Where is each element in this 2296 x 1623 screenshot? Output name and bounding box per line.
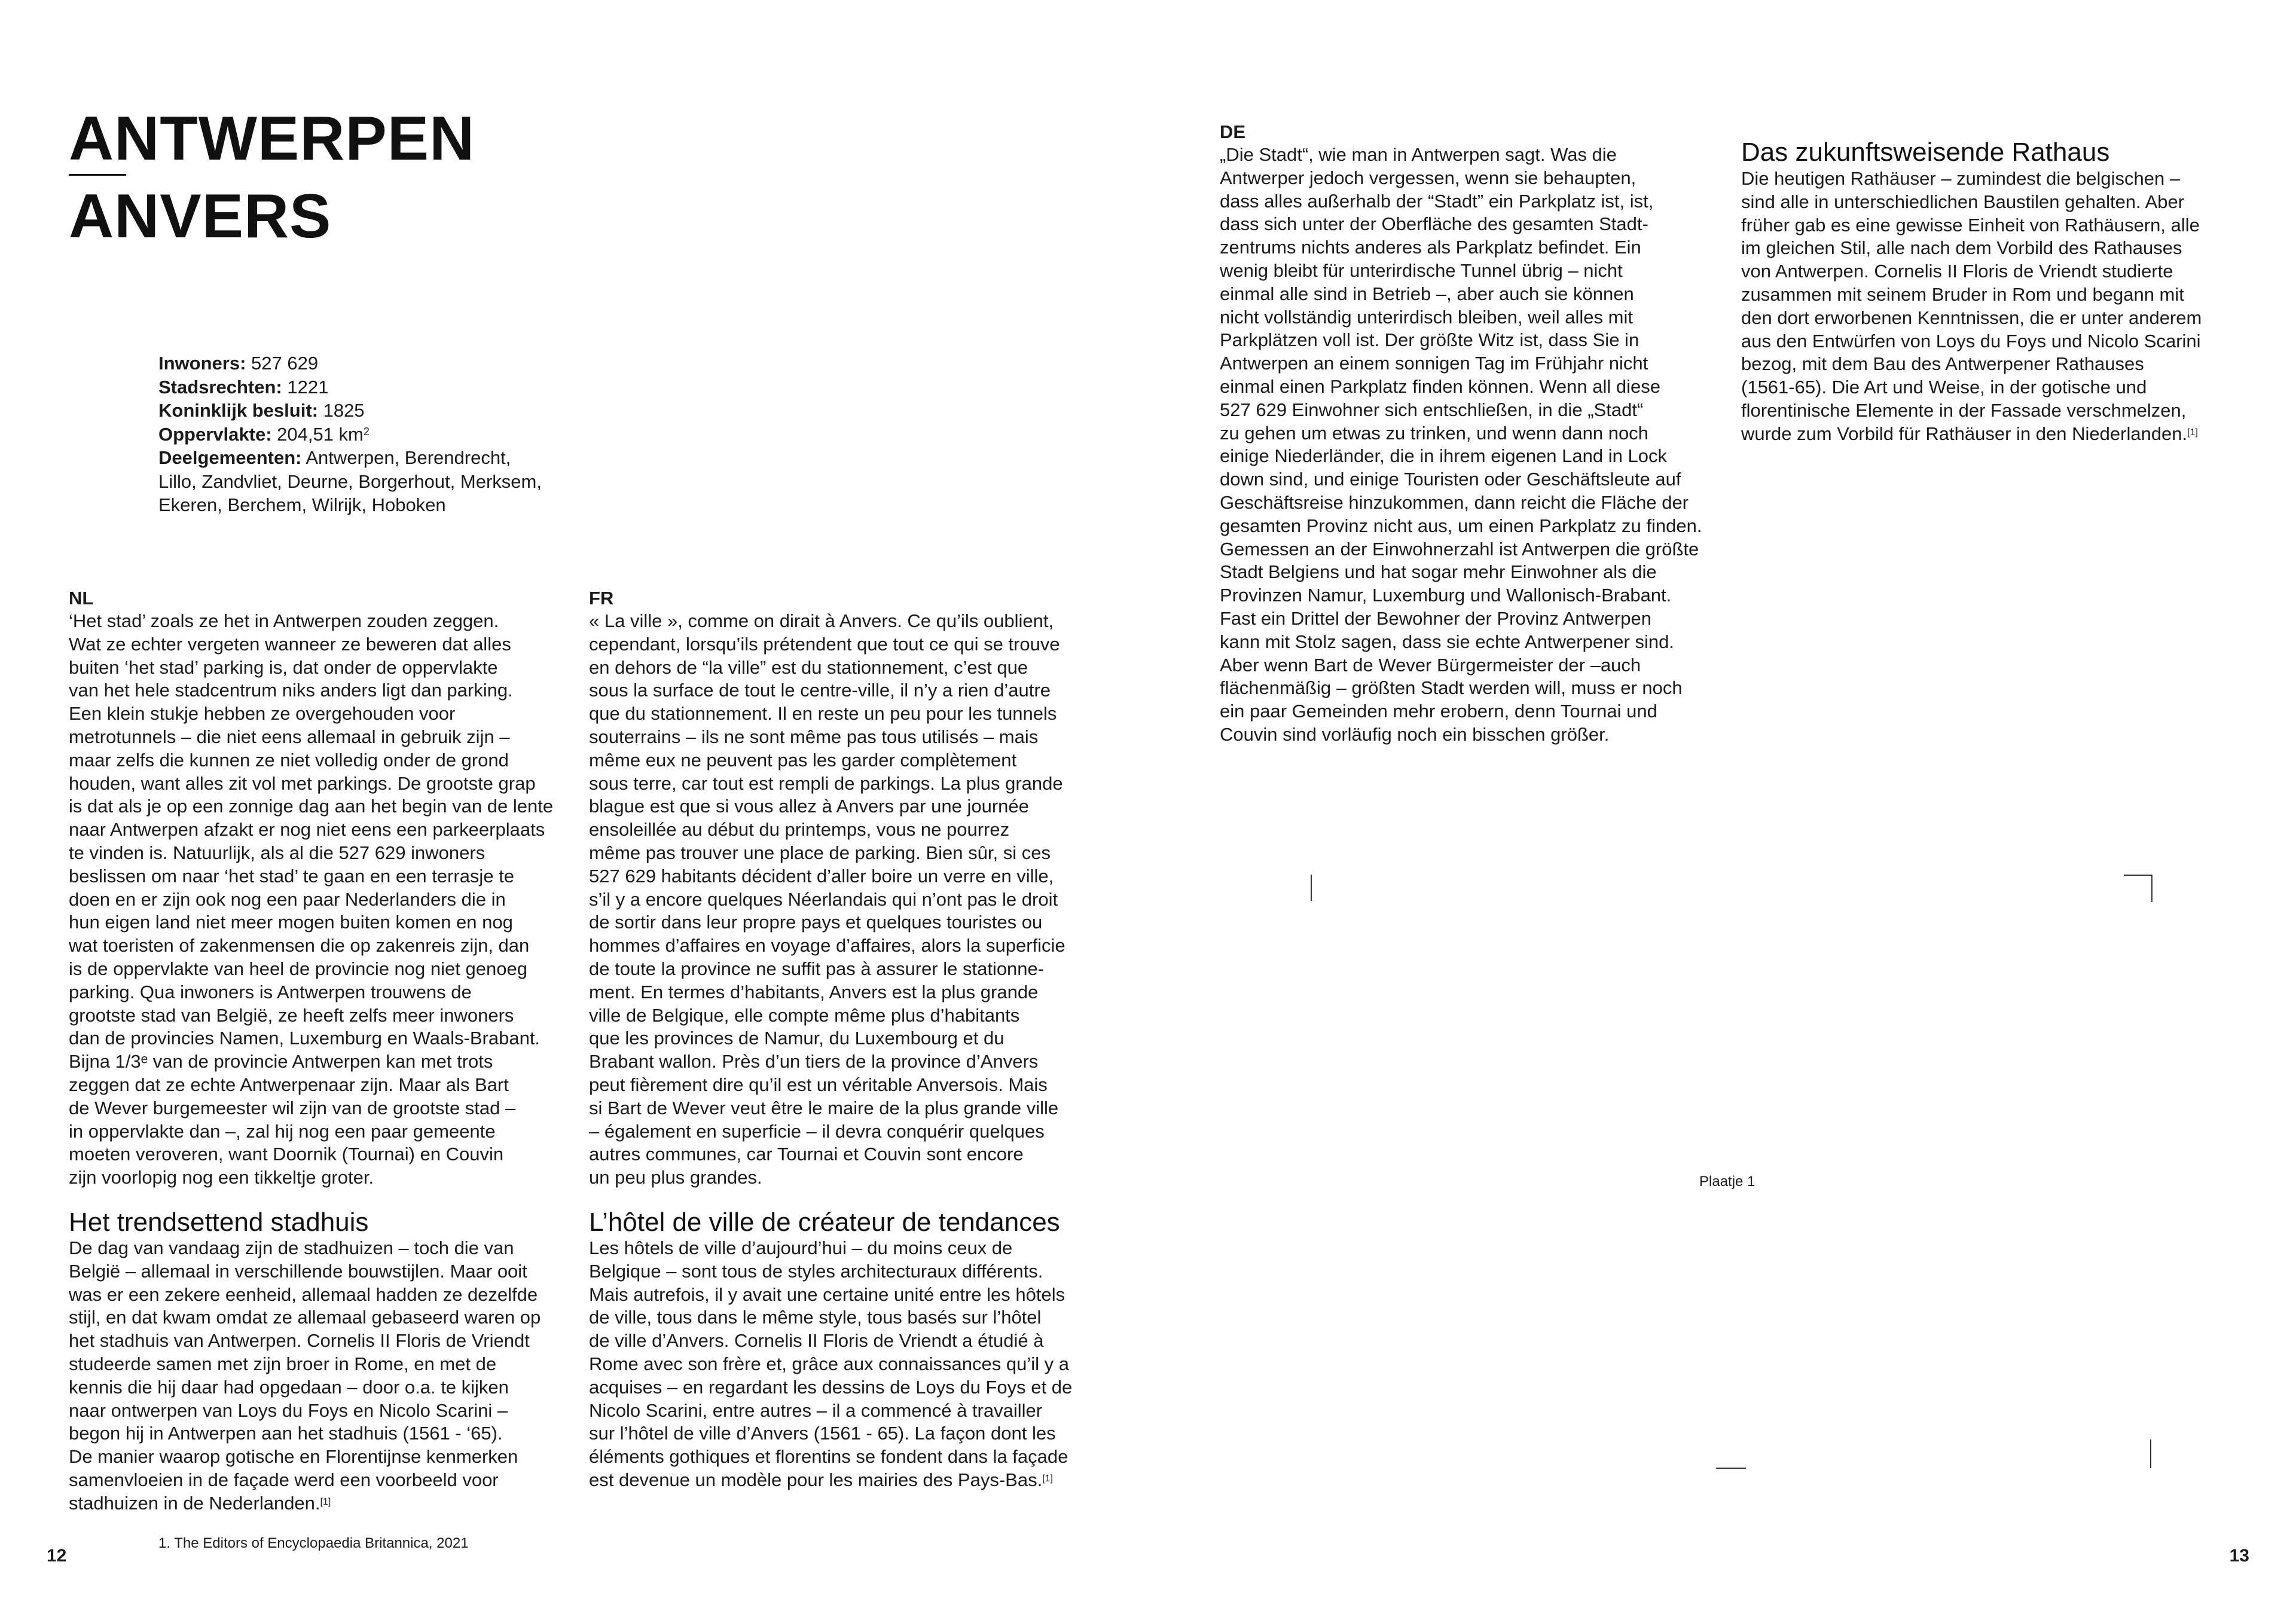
crop-mark-top-left [1311,875,1312,901]
title-french: ANVERS [69,182,332,251]
fact-row: Stadsrechten: 1221 [158,376,329,398]
city-facts [158,352,577,517]
de-column [1220,121,1740,747]
fr-heading: L’hôtel de ville de créateur de tendances [589,1208,1060,1237]
footnote-ref: [1] [320,1496,331,1507]
nl-column [69,587,577,1190]
crop-mark-bottom-center [1716,1468,1746,1469]
de-rathaus-text: Die heutigen Rathäuser – zumindest die belgischen – sind alle in unterschiedlichen Baustilen gehalten. Aber früher gab es eine gewisse Einheit von Rathäusern, alle im gleichen Stil, alle nach dem Vorbild des Rathauses von Antwerpen. Cornelis II Floris de Vriendt studierte zusammen mit seinem Bruder in Rom und begann mit den dort erworbenen Kenntnissen, die er unter anderem aus den Entwürfen von Loys du Foys und Nicolo Scarini bezog, mit dem Bau des Antwerpener Rathauses (1561-65). Die Art und Weise, in der gotische und florentinische Elemente in der Fassade verschmelzen, wurde zum Vorbild für Rathäuser in den Niederlanden. [1741,168,2202,444]
plate-caption: Plaatje 1 [1699,1173,1755,1190]
footnote: 1. The Editors of Encyclopaedia Britannica, 2021 [158,1535,469,1551]
fr-column [589,587,1097,1190]
fact-row: Koninklijk besluit: 1825 [158,400,365,421]
right-page [1148,0,2296,1623]
footnote-ref: [1] [1042,1473,1053,1484]
fr-language-label: FR [589,588,614,609]
nl-body-text: ‘Het stad’ zoals ze het in Antwerpen zouden zeggen. Wat ze echter vergeten wanneer ze beweren dat alles buiten ‘het stad’ parking is, dat onder de oppervlakte van het hele stadcentrum niks anders ligt dan parking. Een klein stukje hebben ze overgehouden voor metrotunnels – die niet eens allemaal in gebruik zijn – maar zelfs die kunnen ze niet volledig onder de grond houden, want alles zit vol met parkings. De grootste grap is dat als je op een zonnige dag aan het begin van de lente naar Antwerpen afzakt er nog niet eens een parkeerplaats te vinden is. Natuurlijk, als al die 527 629 inwoners beslissen om naar ‘het stad’ te gaan en een terrasje te doen en er zijn ook nog een paar Nederlanders die in hun eigen land niet meer mogen buiten komen en nog wat toeristen of zakenmensen die op zakenreis zijn, dan is de oppervlakte van heel de provincie nog niet genoeg parking. Qua inwoners is Antwerpen trouwens de grootste stad van België, ze heeft zelfs meer inwoners dan de provincies Namen, Luxemburg en Waals-Brabant. Bijna 1/3ᵉ van de provincie Antwerpen kan met trots zeggen dat ze echte Antwerpenaar zijn. Maar als Bart de Wever burgemeester wil zijn van de grootste stad – in oppervlakte dan –, zal hij nog een paar gemeente moeten veroveren, want Doornik (Tournai) en Couvin zijn voorlopig nog een tikkeltje groter. [69,610,554,1188]
fact-row: Ekeren, Berchem, Wilrijk, Hoboken [158,494,446,515]
fr-hotel-column [589,1237,1097,1492]
de-body-text: „Die Stadt“, wie man in Antwerpen sagt. Was die Antwerper jedoch vergessen, wenn sie behaupten, dass alles außerhalb der “Stadt” ein Parkplatz ist, ist, dass sich unter der Oberfläche des gesamten Stadt- zentrums nichts anderes als Parkplatz befindet. Ein wenig bleibt für unterirdische Tunnel übrig – nicht einmal alle sind in Betrieb –, aber auch sie können nicht vollständig unterirdisch bleiben, weil alles mit Parkplätzen voll ist. Der größte Witz ist, dass Sie in Antwerpen an einem sonnigen Tag im Frühjahr nicht einmal einen Parkplatz finden können. Wenn all diese 527 629 Einwohner sich entschließen, in die „Stadt“ zu gehen um etwas zu trinken, und wenn dann noch einige Niederländer, die in ihrem eigenen Land in Lock down sind, und einige Touristen oder Geschäftsleute auf Geschäftsreise hinzukommen, dann reicht die Fläche der gesamten Provinz nicht aus, um einen Parkplatz zu finden. Gemessen an der Einwohnerzahl ist Antwerpen die größte Stadt Belgiens und hat sogar mehr Einwohner als die Provinzen Namur, Luxemburg und Wallonisch-Brabant. Fast ein Drittel der Bewohner der Provinz Antwerpen kann mit Stolz sagen, dass sie echte Antwerpener sind. Aber wenn Bart de Wever Bürgermeister der –auch flächenmäßig – größten Stadt werden will, muss er noch ein paar Gemeinden mehr erobern, denn Tournai und Couvin sind vorläufig noch ein bisschen größer. [1220,144,1702,745]
crop-mark-top-right-v [2151,875,2152,902]
nl-heading: Het trendsettend stadhuis [69,1208,369,1237]
fact-row: Lillo, Zandvliet, Deurne, Borgerhout, Merksem, [158,470,542,492]
de-heading: Das zukunftsweisende Rathaus [1741,137,2110,167]
title-divider [69,174,126,176]
nl-language-label: NL [69,588,94,609]
fr-body-text: « La ville », comme on dirait à Anvers. Ce qu’ils oublient, cependant, lorsqu’ils prétendent que tout ce qui se trouve en dehors de “la ville” est du stationnement, c’est que sous la surface de tout le centre-ville, il n’y a rien d’autre que du stationnement. Il en reste un peu pour les tunnels souterrains – ils ne sont même pas tous utilisés – mais même eux ne peuvent pas les garder complètement sous terre, car tout est rempli de parkings. La plus grande blague est que si vous allez à Anvers par une journée ensoleillée au début du printemps, vous ne pourrez même pas trouver une place de parking. Bien sûr, si ces 527 629 habitants décident d’aller boire un verre en ville, s’il y a encore quelques Néerlandais qui n’ont pas le droit de sortir dans leur propre pays et quelques touristes ou hommes d’affaires en voyage d’affaires, alors la superficie de toute la province ne suffit pas à assurer le stationne- ment. En termes d’habitants, Anvers est la plus grande ville de Belgique, elle compte même plus d’habitants que les provinces de Namur, du Luxembourg et du Brabant wallon. Près d’un tiers de la province d’Anvers peut fièrement dire qu’il est un véritable Anversois. Mais si Bart de Wever veut être le maire de la plus grande ville – également en superficie – il devra conquérir quelques autres communes, car Tournai et Couvin sont encore un peu plus grandes. [589,610,1065,1188]
fr-hotel-text: Les hôtels de ville d’aujourd’hui – du moins ceux de Belgique – sont tous de styles architecturaux différents. Mais autrefois, il y avait une certaine unité entre les hôtels de ville, tous dans le même style, tous basés sur l’hôtel de ville d’Anvers. Cornelis II Floris de Vriendt a étudié à Rome avec son frère et, grâce aux connaissances qu’il y a acquises – en regardant les dessins de Loys du Foys et de Nicolo Scarini, entre autres – il a commencé à travailler sur l’hôtel de ville d’Anvers (1561 - 65). La façon dont les éléments gothiques et florentins se fondent dans la façade est devenue un modèle pour les mairies des Pays-Bas. [589,1237,1073,1490]
page-number-left: 12 [47,1546,67,1566]
fact-row: Inwoners: 527 629 [158,353,319,374]
title-dutch: ANTWERPEN [69,104,475,173]
de-language-label: DE [1220,121,1246,142]
footnote-ref: [1] [2187,427,2198,438]
crop-mark-top-right [2124,875,2152,876]
page-number-right: 13 [2229,1546,2249,1566]
de-rathaus-column [1741,167,2255,446]
crop-mark-bottom-right [2150,1439,2151,1468]
fact-row: Oppervlakte: 204,51 $km^2$ [158,423,370,445]
fact-row: Deelgemeenten: Antwerpen, Berendrecht, [158,447,511,468]
nl-stadhuis-column [69,1237,577,1515]
nl-stadhuis-text: De dag van vandaag zijn de stadhuizen – toch die van België – allemaal in verschillende bouwstijlen. Maar ooit was er een zekere eenheid, allemaal hadden ze dezelfde stijl, en dat kwam omdat ze allemaal gebaseerd waren op het stadhuis van Antwerpen. Cornelis II Floris de Vriendt studeerde samen met zijn broer in Rome, en met de kennis die hij daar had opgedaan – door o.a. te kijken naar ontwerpen van Loys du Foys en Nicolo Scarini – begon hij in Antwerpen aan het stadhuis (1561 - ‘65). De manier waarop gotische en Florentijnse kenmerken samenvloeien in de façade werd een voorbeeld voor stadhuizen in de Nederlanden. [69,1237,541,1514]
